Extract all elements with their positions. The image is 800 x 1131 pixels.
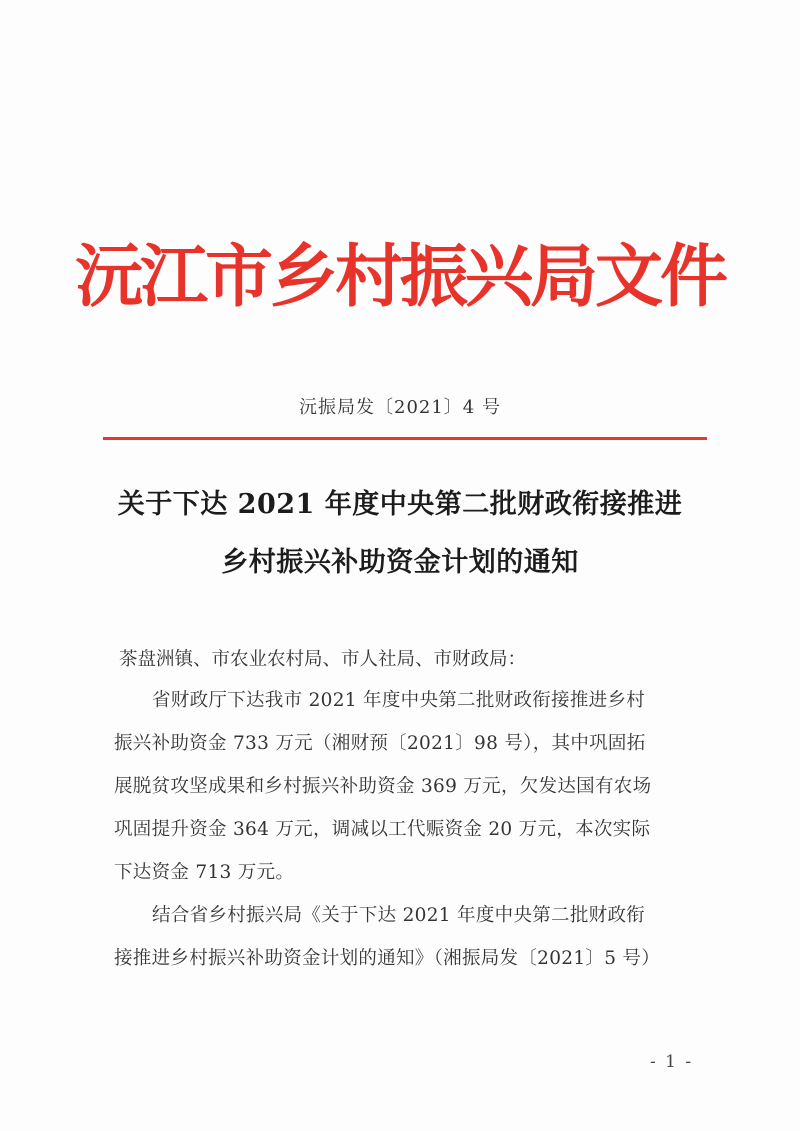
page-number: - 1 - xyxy=(650,1052,694,1072)
paragraph-2-line-2: 接推进乡村振兴补助资金计划的通知》（湘振局发〔2021〕5 号） xyxy=(114,948,661,969)
document-number: 沅振局发〔2021〕4 号 xyxy=(299,397,501,418)
notice-title-line-1: 关于下达 2021 年度中央第二批财政衔接推进 xyxy=(117,489,683,520)
addressee-line: 茶盘洲镇、市农业农村局、市人社局、市财政局： xyxy=(119,649,527,670)
paragraph-1-line-2: 振兴补助资金 733 万元（湘财预〔2021〕98 号），其中巩固拓 xyxy=(114,733,646,754)
red-separator-line xyxy=(103,437,707,440)
paragraph-1-line-5: 下达资金 713 万元。 xyxy=(114,862,295,883)
paragraph-1-line-4: 巩固提升资金 364 万元，调减以工代赈资金 20 万元，本次实际 xyxy=(114,819,651,840)
paragraph-2-line-1: 结合省乡村振兴局《关于下达 2021 年度中央第二批财政衔 xyxy=(152,905,646,926)
paragraph-1-line-1: 省财政厅下达我市 2021 年度中央第二批财政衔接推进乡村 xyxy=(152,690,646,711)
paragraph-1-line-3: 展脱贫攻坚成果和乡村振兴补助资金 369 万元，欠发达国有农场 xyxy=(114,776,652,797)
issuing-authority-title: 沅江市乡村振兴局文件 xyxy=(74,237,725,317)
notice-title-line-2: 乡村振兴补助资金计划的通知 xyxy=(221,547,579,578)
